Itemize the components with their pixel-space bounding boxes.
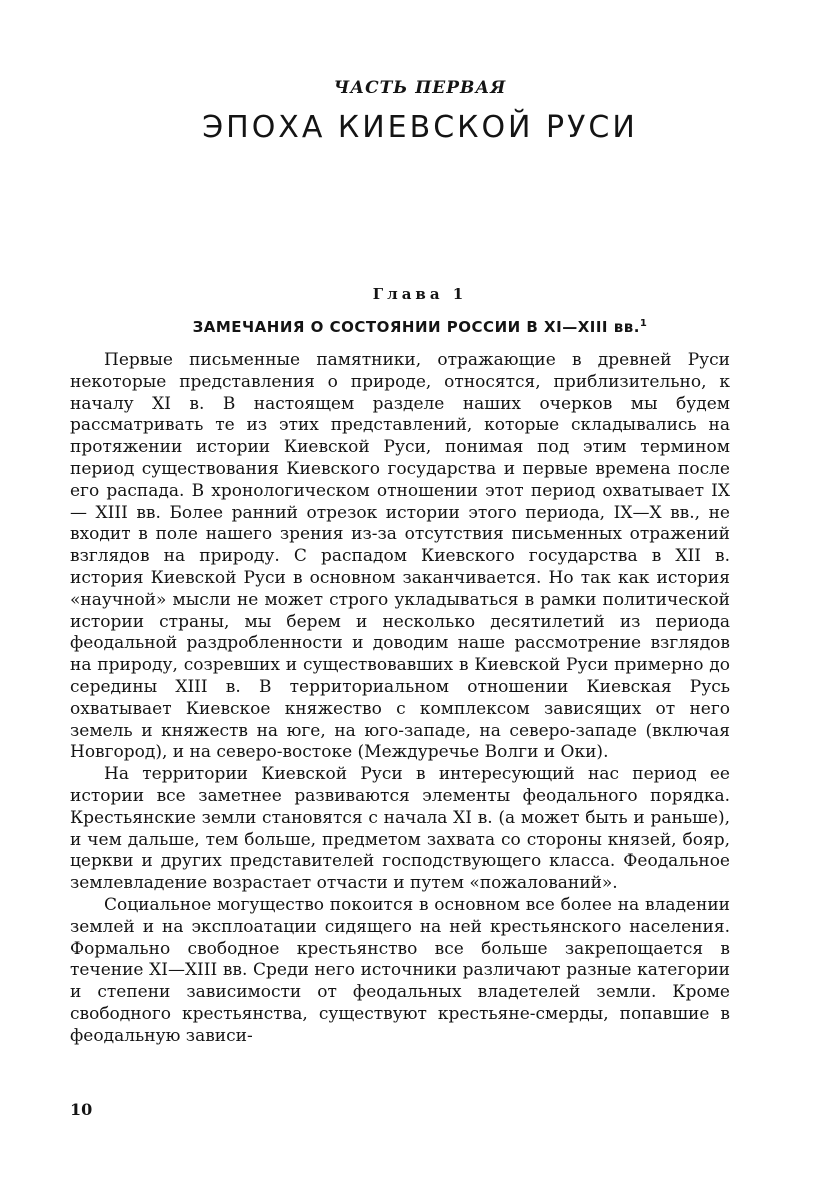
part-label: ЧАСТЬ ПЕРВАЯ xyxy=(333,78,507,98)
part-title: ЭПОХА КИЕВСКОЙ РУСИ xyxy=(202,110,638,145)
chapter-number: Глава 1 xyxy=(372,285,468,303)
body-text xyxy=(70,350,730,1048)
paragraph: Социальное могущество покоится в основном все более на владении землей и на эксплоатации сидящего на ней крестьянского населения. Формально свободное крестьянство все больше закрепощается в течение XI—XIII вв. Среди него источники различают разные категории и степени зависимости от феодальных владетелей земли. Кроме свободного крестьянства, существуют крестьяне-смерды, попавшие в феодальную зависи- xyxy=(70,894,730,1046)
chapter-title-text: ЗАМЕЧАНИЯ О СОСТОЯНИИ РОССИИ В XI—XIII вв. xyxy=(192,318,640,336)
paragraph: На территории Киевской Руси в интересующий нас период ее истории все заметнее развиваются элементы феодального порядка. Крестьянские земли становятся с начала XI в. (а может быть и раньше), и чем дальше, тем больше, предметом захвата со стороны князей, бояр, церкви и других представителей господствующего класса. Феодальное землевладение возрастает отчасти и путем «пожалований». xyxy=(70,764,730,894)
page-number: 10 xyxy=(70,1100,93,1119)
chapter-title xyxy=(0,318,840,336)
footnote-mark: 1 xyxy=(639,318,648,329)
paragraph: Первые письменные памятники, отражающие в древней Руси некоторые представления о природе, относятся, приблизительно, к началу XI в. В настоящем разделе наших очерков мы будем рассматривать те из этих представлений, которые складывались на протяжении истории Киевской Руси, понимая под этим термином период существования Киевского государства и первые времена после его распада. В хронологическом отношении этот период охватывает IX — XIII вв. Более ранний отрезок истории этого периода, IX—X вв., не входит в поле нашего зрения из-за отсутствия письменных отражений взглядов на природу. С распадом Киевского государства в XII в. история Киевской Руси в основном заканчивается. Но так как история «научной» мысли не может строго укладываться в рамки политической истории страны, мы берем и несколько десятилетий из периода феодальной раздробленности и доводим наше рассмотрение взглядов на природу, созревших и существовавших в Киевской Руси примерно до середины XIII в. В территориальном отношении Киевская Русь охватывает Киевское княжество с комплексом зависящих от него земель и княжеств на юге, на юго-западе, на северо-западе (включая Новгород), и на северо-востоке (Междуречье Волги и Оки). xyxy=(70,350,730,763)
